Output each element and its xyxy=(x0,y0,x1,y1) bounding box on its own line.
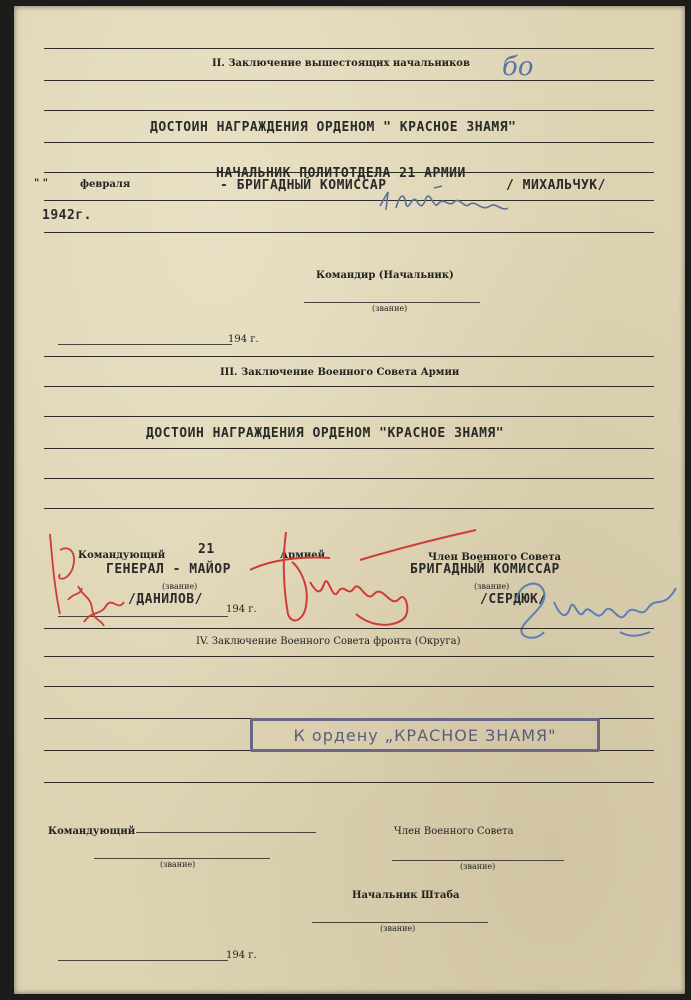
margin-note-handwritten: бо xyxy=(502,52,534,82)
section4-council-rank-label: (звание) xyxy=(460,862,496,871)
ruled-line xyxy=(44,80,654,81)
section2-position-line2: - БРИГАДНЫЙ КОМИССАР xyxy=(220,178,387,193)
section3-council-label: Член Военного Совета xyxy=(428,552,562,563)
ruled-line xyxy=(44,448,654,449)
date-line xyxy=(58,960,228,961)
section3-heading: III. Заключение Военного Совета Армии xyxy=(220,367,460,378)
section3-council-name: /СЕРДЮК/ xyxy=(480,592,547,607)
section4-year-label: 194 г. xyxy=(226,950,257,961)
section3-army-number: 21 xyxy=(198,542,215,557)
award-sheet xyxy=(14,6,685,994)
section3-year-label: 194 г. xyxy=(226,604,257,615)
ruled-line xyxy=(44,478,654,479)
date-line xyxy=(58,344,232,345)
section4-chief-rank-label: (звание) xyxy=(380,924,416,933)
ruled-line xyxy=(44,686,654,687)
section2-position-line1: НАЧАЛЬНИК ПОЛИТОТДЕЛА 21 АРМИИ xyxy=(216,166,466,181)
section3-commander-name: /ДАНИЛОВ/ xyxy=(128,592,203,607)
ruled-line xyxy=(44,386,654,387)
section4-commander-label: Командующий xyxy=(48,826,136,837)
signature-serdyuk xyxy=(500,562,690,652)
section2-commander-label: Командир (Начальник) xyxy=(316,270,454,281)
signature-danilov xyxy=(240,522,480,632)
section4-commander-rank-label: (звание) xyxy=(160,860,196,869)
section2-rank-label: (звание) xyxy=(372,304,408,313)
section3-council-rank-label: (звание) xyxy=(474,582,510,591)
section4-chief-label: Начальник Штаба xyxy=(352,890,460,901)
section2-signer-name: / МИХАЛЬЧУК/ xyxy=(506,178,606,193)
signature-michalchuk xyxy=(374,182,524,222)
section3-commander-rank: ГЕНЕРАЛ - МАЙОР xyxy=(106,562,231,577)
ruled-line xyxy=(44,356,654,357)
ruled-line xyxy=(44,172,654,173)
ruled-line xyxy=(44,656,654,657)
section3-commander-label: Командующий xyxy=(78,550,166,561)
award-stamp xyxy=(250,718,600,752)
section3-council-rank: БРИГАДНЫЙ КОМИССАР xyxy=(410,562,560,577)
ruled-line xyxy=(44,142,654,143)
section3-army-label: Армией xyxy=(280,550,326,561)
ruled-line xyxy=(44,508,654,509)
section2-date-year: 1942г. xyxy=(42,208,92,223)
ruled-line xyxy=(44,110,654,111)
ruled-line xyxy=(44,48,654,49)
ruled-line xyxy=(44,628,654,629)
rank-line xyxy=(312,922,488,923)
ruled-line xyxy=(44,232,654,233)
section2-date-month: февраля xyxy=(80,179,131,190)
ruled-line xyxy=(44,782,654,783)
award-stamp-text: К ордену „КРАСНОЕ ЗНАМЯ" xyxy=(293,726,557,745)
section3-decision: ДОСТОИН НАГРАЖДЕНИЯ ОРДЕНОМ "КРАСНОЕ ЗНАМЯ" xyxy=(146,426,505,441)
signature-line xyxy=(136,832,316,833)
section3-commander-rank-label: (звание) xyxy=(162,582,198,591)
rank-line xyxy=(304,302,480,303)
section2-decision: ДОСТОИН НАГРАЖДЕНИЯ ОРДЕНОМ " КРАСНОЕ ЗНАМЯ" xyxy=(150,120,517,135)
ruled-line xyxy=(44,416,654,417)
section4-council-label: Член Военного Совета xyxy=(394,826,514,837)
section2-date-day: " " xyxy=(34,178,48,189)
section2-year-label: 194 г. xyxy=(228,334,259,345)
ruled-line xyxy=(44,200,654,201)
rank-line xyxy=(392,860,564,861)
rank-line xyxy=(94,858,270,859)
section2-heading: II. Заключение вышестоящих начальников xyxy=(212,58,470,69)
section4-heading: IV. Заключение Военного Совета фронта (Округа) xyxy=(196,636,461,647)
